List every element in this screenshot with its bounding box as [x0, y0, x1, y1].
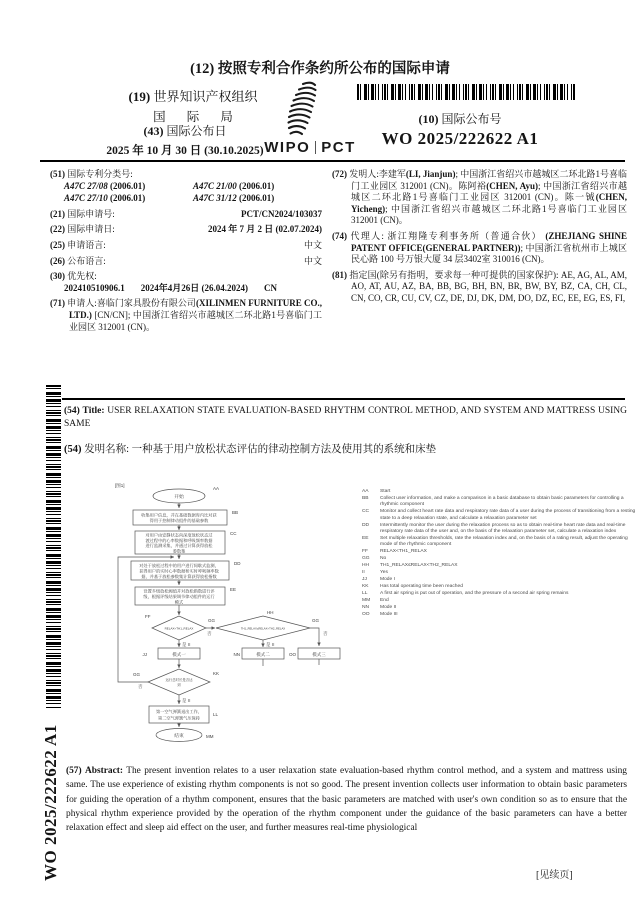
inventor-address: ; 中国浙江省绍兴市越城区二环北路1号喜临门工业园区 312001 (CN)。 — [351, 203, 627, 226]
pct-heading-tag: (12) — [190, 61, 215, 77]
legend-text: Intermittently monitor the user during the relaxation process so as to obtain real-time heart rate data and real-time respiratory rate data of the user and, on the basis of the relaxation parameter set, calculate a relaxation index — [380, 522, 626, 535]
pct-heading-text: 按照专利合作条约所公布的国际申请 — [217, 61, 450, 77]
filing-lang-value: 中文 — [303, 239, 322, 250]
legend-item — [362, 591, 636, 597]
legend-code: NN — [362, 605, 370, 611]
legend-code: JJ — [362, 577, 367, 583]
ipc-codes — [50, 181, 322, 205]
legend-text: Monitor and collect heart rate data and respiratory rate data of a user during the process of transitioning from a resting state to a deep relaxation state, and calculate a relaxation parameter set — [380, 509, 636, 521]
no-label: 否 — [138, 684, 143, 689]
legend-code: KK — [362, 584, 369, 590]
code-gg: GG — [133, 672, 141, 677]
filing-lang-label-line — [50, 240, 106, 252]
designated-states-entry — [332, 270, 627, 305]
legend-item — [362, 549, 636, 555]
kk-condition-line: 到 — [177, 683, 181, 687]
priority-date: 2024年4月26日 (26.04.2024) — [140, 282, 248, 293]
legend-item — [362, 563, 636, 569]
legend-text: Set multiple relaxation thresholds, rate the relaxation index and, on the basis of a rating result, adjust the operating mode of the rhythmic component — [380, 536, 628, 548]
legend-code: EE — [362, 536, 369, 541]
designated-states-list: AE, AG, AL, AM, AO, AT, AU, AZ, BA, BB, BG, BH, BN, BR, BW, BY, BZ, CA, CH, CL, CN, CO, CR, CU, CV, CZ, DE, DJ, DK, DM, DO, DZ, EC, EE, EG, ES, FI, — [351, 269, 628, 303]
legend-code: HH — [362, 563, 370, 569]
inventor-address: ; 中国浙江省绍兴市越城区二环北路1号喜临门工业园区 312001 (CN)。 — [351, 169, 627, 191]
dd-node-line: 获得用户的实时心率数据和实时呼吸频率数 — [139, 568, 219, 574]
pub-date-label-line — [80, 122, 290, 139]
cc-node-line: 对用户由安静状态向深度放松状态过 — [145, 532, 213, 538]
legend-code: LL — [362, 591, 368, 597]
ipc-code-text: A47C 31/12 — [193, 193, 237, 204]
no-label: 否 — [323, 631, 328, 636]
code-aa: AA — [213, 486, 220, 491]
inventor-name-en: (CHEN, Yicheng) — [351, 192, 627, 214]
app-no-tag: (21) — [50, 208, 65, 219]
ee-node-line: 级，根据评级结果调节律动组件的运行 — [143, 594, 215, 599]
code-jj: JJ — [142, 652, 147, 657]
agent-entry — [332, 231, 627, 266]
pct-wordmark: PCT — [321, 139, 356, 156]
agent-tag: (74) — [332, 230, 347, 241]
applicant-name-zh: 喜临门家具股份有限公司 — [96, 298, 196, 309]
ipc-code-year: (2006.01) — [239, 180, 275, 191]
legend-item — [362, 570, 636, 576]
legend-code: MM — [362, 598, 371, 604]
legend-code: OO — [362, 612, 370, 618]
ipc-code — [64, 181, 193, 193]
pub-date-label: 国际公布日 — [166, 124, 227, 138]
ipc-code — [64, 193, 193, 205]
agent-name-en: (ZHEJIANG SHINE PATENT OFFICE(GENERAL PARTNER)) — [351, 230, 627, 253]
filing-language-entry — [50, 240, 322, 252]
legend-text: Mode II — [380, 605, 397, 611]
abstract-text: The present invention relates to a user relaxation state evaluation-based rhythm control method, and a system and mattress using same. The use experience of existing rhythm components is not so good. The present invention collects user information to obtain basic parameters for guiding the operation of a rhythm component, ensures that the basic parameters are matched with user's own condition so as to ensure that the physical rhythm experience provided by the operation of the rhythm component under the guidance of the basic parameters can have a better relaxation effect and sleep aid effect on the user, and further measures real-time physiological — [66, 766, 627, 834]
code-mm: MM — [206, 734, 214, 739]
legend-text: Yes — [380, 570, 388, 576]
code-dd: DD — [234, 561, 241, 566]
top-barcode — [357, 84, 575, 100]
wipo-wordmark: WIPO — [264, 139, 311, 156]
continuation-note: [见续页] — [536, 870, 573, 881]
ll-node-line: 第二空气弹簧气压保持 — [158, 715, 200, 721]
ipc-entry — [50, 169, 322, 205]
legend-item — [362, 577, 636, 583]
ipc-code-text: A47C 21/00 — [193, 180, 237, 191]
start-node-label: 开始 — [174, 495, 184, 500]
hh-condition: TH1_RELAX≤RELAX<TH2_RELAX — [240, 626, 286, 631]
legend-item — [362, 598, 636, 604]
wipo-pct-wordmark — [258, 139, 362, 156]
bibliographic-section — [50, 169, 627, 337]
ipc-code-year: (2006.01) — [110, 180, 146, 191]
wordmark-divider — [315, 141, 316, 154]
filing-date-value: 2024 年 7 月 2 日 (02.07.2024) — [208, 224, 322, 235]
legend-text: No — [380, 556, 387, 562]
agent-label: 代理人: — [350, 230, 384, 241]
legend-code: CC — [362, 509, 370, 515]
pub-no-label: 国际公布号 — [441, 112, 502, 126]
legend-text: Start — [380, 489, 391, 494]
pub-date-tag: (43) — [143, 124, 164, 138]
ipc-code — [193, 193, 322, 205]
pub-lang-label-line — [50, 256, 106, 268]
end-node-label: 结束 — [174, 734, 184, 739]
title-rule — [62, 398, 625, 400]
code-gg: GG — [312, 618, 320, 623]
application-number-entry — [50, 209, 322, 221]
biblio-right-column — [332, 169, 627, 337]
inventor-name-zh: 陈阿裕 — [458, 180, 487, 191]
biblio-left-column — [50, 169, 322, 337]
ipc-code-text: A47C 27/08 — [64, 180, 108, 191]
legend-item — [362, 605, 636, 611]
pub-no-value: WO 2025/222622 A1 — [381, 129, 539, 148]
title-label: Title: — [82, 406, 105, 416]
app-no-label-line — [50, 209, 115, 221]
filing-date-label: 国际申请日: — [67, 224, 115, 235]
applicant-entry — [50, 298, 322, 333]
inventor-name-zh: 陈一铖 — [564, 192, 596, 203]
filing-date-label-line — [50, 224, 115, 236]
title-tag: (54) — [64, 406, 80, 416]
no-label: 否 — [207, 631, 212, 636]
code-ee: EE — [230, 587, 237, 592]
ipc-code-year: (2006.01) — [110, 193, 146, 204]
pct-heading — [0, 57, 640, 78]
ipc-code — [193, 181, 322, 193]
applicant-address: [CN/CN]; 中国浙江省绍兴市越城区二环北路1号喜临门工业园区 312001 (CN)。 — [69, 309, 322, 332]
mode1-node-label: 模式一 — [172, 652, 186, 657]
figure-label: [图1] — [115, 483, 125, 488]
code-ll: LL — [213, 712, 219, 717]
yes-label: 是 — [266, 642, 271, 647]
mode2-node-label: 模式二 — [256, 652, 270, 657]
ee-node-line: 模式 — [174, 599, 184, 605]
pub-no-label-line — [360, 110, 560, 127]
agent-name-zh: 浙江翔隆专利事务所（普通合伙） — [387, 230, 546, 241]
priority-tag: (30) — [50, 271, 65, 282]
app-no-label: 国际申请号: — [67, 208, 115, 219]
wipo-org-block — [104, 86, 282, 125]
pub-lang-value: 中文 — [303, 255, 322, 266]
ipc-tag: (51) — [50, 169, 65, 179]
applicant-name-en: (XILINMEN FURNITURE CO., LTD.) — [69, 298, 322, 320]
pub-lang-tag: (26) — [50, 255, 65, 266]
code-cc: CC — [230, 531, 237, 536]
legend-item — [362, 489, 636, 495]
mode3-node-label: 模式三 — [312, 652, 326, 657]
legend-text: Mode III — [380, 612, 398, 618]
ll-node-line: 第一空气弹簧退出工作， — [155, 709, 203, 714]
pub-no-block — [360, 110, 560, 149]
filing-date-tag: (22) — [50, 224, 65, 235]
legend-text: Has total operating time been reached — [380, 584, 463, 590]
code-hh: HH — [267, 610, 274, 615]
applicant-tag: (71) — [50, 298, 65, 309]
code-nn: NN — [233, 652, 240, 657]
title-english — [64, 405, 627, 430]
dd-node-line: 据，并基于放松参数集计算获得放松指数 — [141, 574, 217, 579]
legend-item — [362, 612, 636, 618]
title-chinese — [64, 441, 627, 456]
bb-node-line: 收集用户信息，并在基础数据库内比对获 — [141, 512, 217, 518]
code-gg: GG — [208, 618, 216, 623]
filing-date-entry — [50, 224, 322, 236]
abstract-label: Abstract: — [85, 766, 124, 776]
title-zh-tag: (54) — [64, 444, 82, 455]
code-ii: II — [188, 698, 191, 703]
wipo-logo-icon — [281, 80, 323, 138]
legend-code: FF — [362, 549, 368, 555]
code-bb: BB — [232, 510, 239, 515]
legend-item — [362, 509, 636, 522]
bb-node-line: 得用于控制律动组件的基础参数 — [149, 518, 209, 523]
ee-node-line: 设置多级放松阈值并对放松指数进行评 — [143, 588, 215, 594]
filing-lang-tag: (25) — [50, 239, 65, 250]
pub-no-tag: (10) — [418, 112, 439, 126]
abstract-section — [66, 764, 627, 835]
figure-legend — [362, 489, 636, 619]
pub-lang-label: 公布语言: — [67, 255, 106, 266]
legend-item — [362, 536, 636, 549]
inventor-address: ; 中国浙江省绍兴市越城区二环北路1号喜临门工业园区 312001 (CN)。 — [351, 180, 627, 203]
side-barcode — [46, 385, 61, 708]
legend-text: A first air spring is put out of operation, and the pressure of a second air spring remains — [380, 591, 569, 597]
dd-node-line: 对处于放松过程中的用户进行间歇式监测， — [139, 563, 219, 568]
legend-text: End — [380, 598, 389, 604]
agent-address: ; 中国浙江省杭州市上城区民心路 100 号万银大厦 34 层3402室 310016 (CN)。 — [351, 242, 627, 265]
priority-row — [50, 283, 322, 295]
code-ff: FF — [145, 614, 151, 619]
yes-label: 是 — [182, 698, 187, 703]
legend-code: DD — [362, 522, 370, 528]
title-zh-text: 一种基于用户放松状态评估的律动控制方法及使用其的系统和床垫 — [131, 444, 437, 455]
sidebar-publication-number: WO 2025/222622 A1 — [41, 724, 60, 881]
inventor-name-zh: 李建军 — [378, 169, 406, 179]
pub-date-value: 2025 年 10 月 30 日 (30.10.2025) — [106, 145, 264, 157]
legend-item — [362, 556, 636, 562]
cc-node-line: 参数集 — [172, 548, 186, 554]
legend-item — [362, 496, 636, 509]
header-rule — [40, 160, 625, 162]
legend-item — [362, 523, 636, 536]
applicant-label: 申请人: — [67, 298, 97, 309]
legend-text: TH1_RELAX≤RELAX<TH2_RELAX — [380, 563, 458, 569]
designated-tag: (81) — [332, 269, 347, 280]
priority-entry — [50, 271, 322, 294]
priority-label: 优先权: — [67, 271, 97, 282]
org-name-line — [104, 86, 282, 105]
legend-code: BB — [362, 495, 369, 501]
code-oo: OO — [288, 652, 296, 657]
designated-label: 指定国(除另有指明，要求每一种可提供的国家保护): — [349, 269, 561, 280]
legend-code: AA — [362, 489, 369, 494]
kk-condition-line: 运行总时长是否达 — [165, 678, 193, 682]
code-kk: KK — [213, 671, 220, 676]
inventors-tag: (72) — [332, 169, 347, 179]
app-no-value: PCT/CN2024/103037 — [241, 208, 322, 219]
org-name: 世界知识产权组织 — [153, 89, 258, 104]
inventor-name-en: (CHEN, Ayu) — [486, 180, 538, 191]
ipc-code-text: A47C 27/10 — [64, 193, 108, 204]
cc-node-line: 渡过程中的心率数据和呼吸频率数据 — [145, 537, 213, 543]
code-ii: II — [272, 642, 275, 647]
yes-label: 是 — [182, 642, 187, 647]
filing-lang-label: 申请语言: — [67, 239, 106, 250]
legend-text: Collect user information, and make a comparison in a basic database to obtain basic parameters for controlling a rhythmic component — [380, 495, 624, 508]
ff-condition: RELAX<TH1_RELAX — [164, 626, 194, 631]
figure-1-flowchart — [95, 476, 365, 768]
publication-language-entry — [50, 256, 322, 268]
inventors-entry — [332, 169, 627, 227]
ipc-label: 国际专利分类号: — [67, 169, 133, 179]
legend-code: II — [362, 570, 365, 576]
inventors-label: 发明人: — [349, 169, 379, 179]
priority-country: CN — [264, 282, 277, 293]
code-ii: II — [188, 642, 191, 647]
legend-text: RELAX<TH1_RELAX — [380, 549, 427, 555]
legend-item — [362, 584, 636, 590]
org-tag: (19) — [128, 89, 151, 104]
cc-node-line: 进行监测采集，并通过计算获得放松 — [145, 543, 213, 549]
abstract-tag: (57) — [66, 766, 82, 776]
title-en-text: USER RELAXATION STATE EVALUATION-BASED RHYTHM CONTROL METHOD, AND SYSTEM AND MATTRESS USING SAME — [64, 406, 627, 429]
inventor-name-en: (LI, Jianjun) — [405, 169, 456, 179]
ipc-code-year: (2006.01) — [239, 193, 275, 204]
title-zh-label: 发明名称: — [84, 444, 130, 455]
priority-number: 202410510906.1 — [64, 282, 125, 293]
org-bureau: 国 际 局 — [153, 110, 242, 124]
legend-text: Mode I — [380, 577, 395, 583]
legend-code: GG — [362, 556, 370, 562]
